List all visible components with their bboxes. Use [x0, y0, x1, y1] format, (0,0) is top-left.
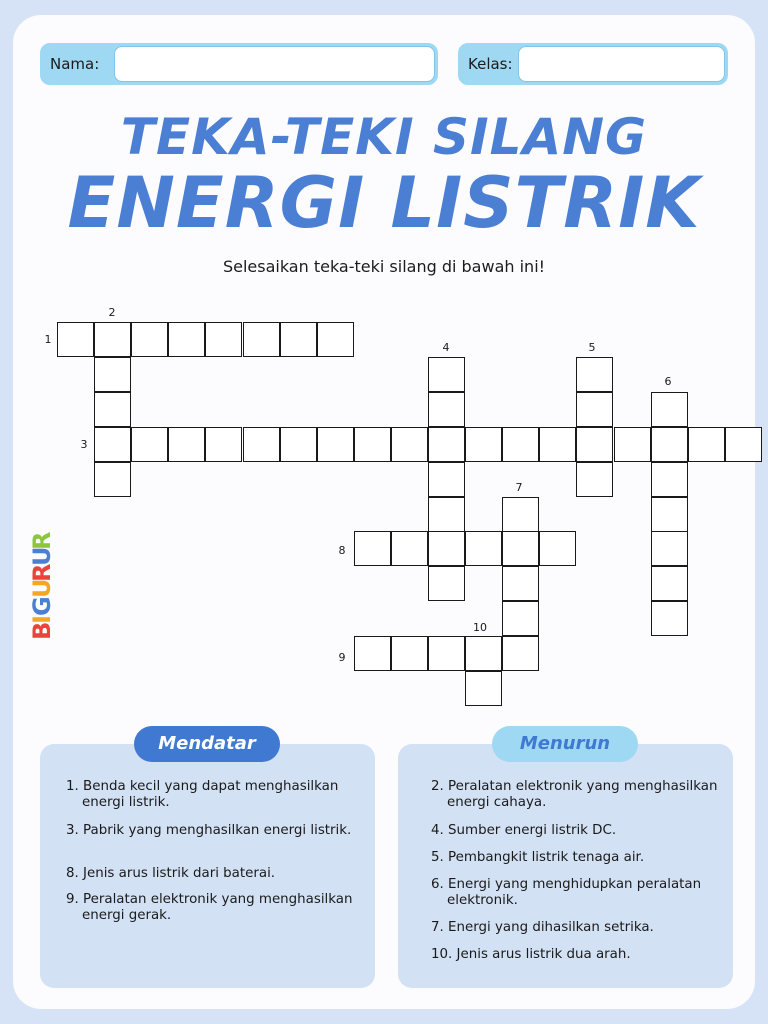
crossword-cell[interactable]: [131, 427, 168, 462]
svg-text:R: R: [28, 563, 56, 582]
crossword-cell[interactable]: [428, 497, 465, 532]
crossword-cell[interactable]: [651, 566, 688, 601]
crossword-cell[interactable]: [205, 322, 242, 357]
crossword-cell[interactable]: [428, 427, 465, 462]
crossword-cell[interactable]: [428, 392, 465, 427]
crossword-cell[interactable]: [94, 462, 131, 497]
svg-text:U: U: [28, 578, 56, 598]
svg-text:U: U: [28, 546, 56, 566]
crossword-cell[interactable]: [465, 636, 502, 671]
clue-number-5: 5: [588, 341, 596, 354]
crossword-cell[interactable]: [688, 427, 725, 462]
crossword-cell[interactable]: [502, 566, 539, 601]
crossword-cell[interactable]: [317, 322, 354, 357]
crossword-cell[interactable]: [651, 601, 688, 636]
crossword-cell[interactable]: [465, 427, 502, 462]
clue-number-3: 3: [80, 438, 88, 451]
crossword-cell[interactable]: [502, 601, 539, 636]
clue-down-6: 6. Energi yang menghidupkan peralatan elektronik.: [431, 877, 702, 908]
crossword-cell[interactable]: [391, 427, 428, 462]
crossword-cell[interactable]: [576, 462, 613, 497]
clue-down-5: 5. Pembangkit listrik tenaga air.: [431, 850, 645, 865]
svg-text:R: R: [28, 531, 56, 550]
crossword-cell[interactable]: [94, 357, 131, 392]
svg-text:I: I: [28, 615, 56, 624]
crossword-cell[interactable]: [576, 357, 613, 392]
clue-number-8: 8: [338, 544, 346, 557]
class-label: Kelas:: [468, 55, 513, 73]
crossword-cell[interactable]: [94, 392, 131, 427]
crossword-cell[interactable]: [94, 322, 131, 357]
instruction-text: Selesaikan teka-teki silang di bawah ini!: [222, 257, 546, 276]
crossword-cell[interactable]: [205, 427, 242, 462]
clue-number-2: 2: [108, 306, 116, 319]
crossword-cell[interactable]: [391, 531, 428, 566]
clue-down-7: 7. Energi yang dihasilkan setrika.: [431, 920, 654, 935]
crossword-cell[interactable]: [428, 357, 465, 392]
crossword-cell[interactable]: [651, 531, 688, 566]
clue-number-7: 7: [515, 481, 523, 494]
clue-number-4: 4: [442, 341, 450, 354]
svg-text:G: G: [28, 596, 56, 616]
crossword-cell[interactable]: [539, 427, 576, 462]
clue-number-6: 6: [664, 375, 672, 388]
crossword-cell[interactable]: [280, 427, 317, 462]
crossword-cell[interactable]: [317, 427, 354, 462]
clue-across-8: 8. Jenis arus listrik dari baterai.: [66, 866, 276, 881]
clue-across-1: 1. Benda kecil yang dapat menghasilkan energi listrik.: [66, 779, 339, 810]
crossword-cell[interactable]: [428, 566, 465, 601]
crossword-cell[interactable]: [465, 531, 502, 566]
crossword-cell[interactable]: [168, 427, 205, 462]
crossword-cell[interactable]: [428, 636, 465, 671]
crossword-cell[interactable]: [243, 322, 280, 357]
crossword-cell[interactable]: [428, 531, 465, 566]
crossword-cell[interactable]: [651, 392, 688, 427]
crossword-cell[interactable]: [651, 462, 688, 497]
crossword-cell[interactable]: [94, 427, 131, 462]
clue-across-3: 3. Pabrik yang menghasilkan energi listrik.: [66, 823, 352, 838]
crossword-cell[interactable]: [428, 462, 465, 497]
crossword-cell[interactable]: [354, 636, 391, 671]
svg-text:B: B: [28, 621, 56, 640]
crossword-cell[interactable]: [725, 427, 762, 462]
crossword-cell[interactable]: [614, 427, 651, 462]
crossword-cell[interactable]: [243, 427, 280, 462]
name-label: Nama:: [50, 55, 100, 73]
clue-down-10: 10. Jenis arus listrik dua arah.: [431, 947, 631, 962]
clue-across-9: 9. Peralatan elektronik yang menghasilkan energi gerak.: [66, 892, 353, 923]
clue-down-2: 2. Peralatan elektronik yang menghasilkan energi cahaya.: [431, 779, 718, 810]
crossword-cell[interactable]: [502, 497, 539, 532]
crossword-cell[interactable]: [576, 427, 613, 462]
crossword-cell[interactable]: [168, 322, 205, 357]
crossword-cell[interactable]: [576, 392, 613, 427]
crossword-cell[interactable]: [651, 497, 688, 532]
title-line-1: TEKA-TEKI SILANG: [120, 108, 648, 166]
bigururia-logo: [24, 528, 76, 644]
crossword-cell[interactable]: [465, 671, 502, 706]
crossword-cell[interactable]: [502, 636, 539, 671]
clue-down-4: 4. Sumber energi listrik DC.: [431, 823, 617, 838]
crossword-cell[interactable]: [651, 427, 688, 462]
title-line-2: ENERGI LISTRIK: [67, 162, 701, 244]
crossword-cell[interactable]: [391, 636, 428, 671]
down-heading: Menurun: [492, 726, 638, 762]
crossword-cell[interactable]: [354, 531, 391, 566]
crossword-cell[interactable]: [57, 322, 94, 357]
across-heading: Mendatar: [134, 726, 280, 762]
crossword-cell[interactable]: [502, 427, 539, 462]
clue-number-1: 1: [44, 333, 52, 346]
crossword-cell[interactable]: [131, 322, 168, 357]
clue-number-10: 10: [473, 621, 487, 634]
crossword-cell[interactable]: [539, 531, 576, 566]
crossword-cell[interactable]: [502, 531, 539, 566]
clue-number-9: 9: [338, 651, 346, 664]
crossword-cell[interactable]: [280, 322, 317, 357]
crossword-cell[interactable]: [354, 427, 391, 462]
